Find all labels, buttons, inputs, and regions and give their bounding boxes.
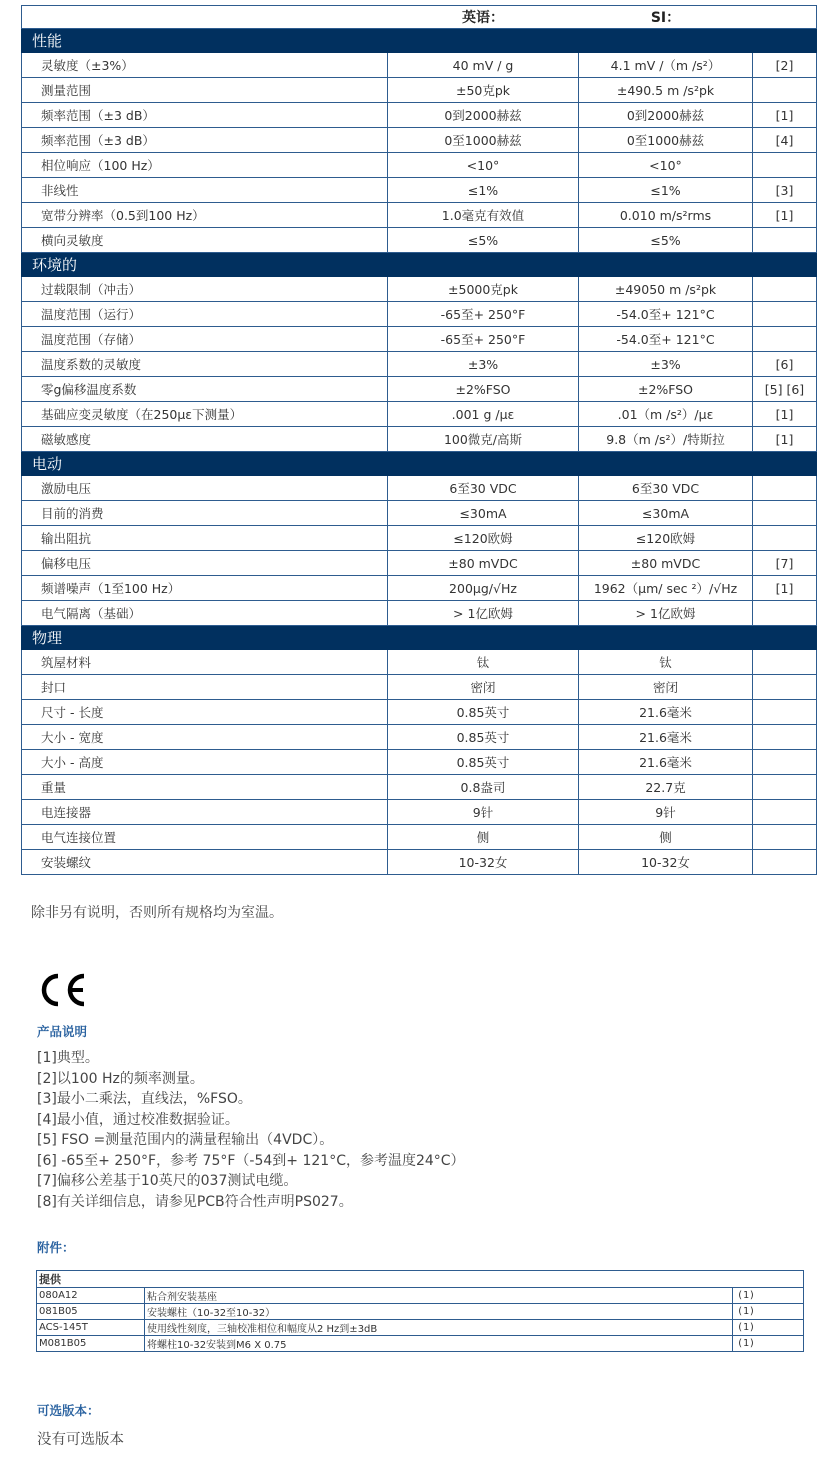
spec-row — [22, 277, 817, 302]
spec-label: 频率范围（±3 dB） — [22, 103, 388, 128]
spec-si-value: > 1亿欧姆 — [579, 601, 753, 626]
spec-english-value: 200μg/√Hz — [388, 576, 579, 601]
spec-label: 温度系数的灵敏度 — [22, 352, 388, 377]
product-notes-list — [37, 1048, 465, 1212]
spec-english-value: ±2%FSO — [388, 377, 579, 402]
spec-label: 频率范围（±3 dB） — [22, 128, 388, 153]
spec-label: 基础应变灵敏度（在250με下测量） — [22, 402, 388, 427]
optional-versions-text: 没有可选版本 — [37, 1432, 124, 1448]
header-blank — [22, 6, 388, 29]
spec-si-value: ≤30mA — [579, 501, 753, 526]
spec-footnote-ref — [753, 800, 817, 825]
room-temperature-note: 除非另有说明，否则所有规格均为室温。 — [31, 905, 283, 921]
product-note-item: [7]偏移公差基于10英尺的037测试电缆。 — [37, 1173, 298, 1189]
spec-footnote-ref — [753, 750, 817, 775]
spec-si-value: 21.6毫米 — [579, 725, 753, 750]
section-title: 物理 — [22, 626, 817, 650]
spec-si-value: ±490.5 m /s²pk — [579, 78, 753, 103]
product-note-item: [6] -65至+ 250°F，参考 75°F（-54到+ 121°C，参考温度24°C） — [37, 1152, 465, 1169]
spec-row — [22, 850, 817, 875]
spec-si-value: 密闭 — [579, 675, 753, 700]
spec-label: 温度范围（运行） — [22, 302, 388, 327]
spec-footnote-ref — [753, 476, 817, 501]
section-header — [22, 452, 817, 476]
spec-row — [22, 402, 817, 427]
spec-footnote-ref: [1] — [753, 103, 817, 128]
spec-english-value: ±5000克pk — [388, 277, 579, 302]
spec-footnote-ref: [1] — [753, 402, 817, 427]
spec-footnote-ref — [753, 675, 817, 700]
spec-row — [22, 427, 817, 452]
spec-row — [22, 700, 817, 725]
spec-footnote-ref — [753, 526, 817, 551]
spec-english-value: ±50克pk — [388, 78, 579, 103]
spec-row — [22, 551, 817, 576]
accessories-title: 附件： — [37, 1240, 75, 1255]
spec-label: 电连接器 — [22, 800, 388, 825]
spec-label: 零g偏移温度系数 — [22, 377, 388, 402]
spec-row — [22, 476, 817, 501]
spec-label: 磁敏感度 — [22, 427, 388, 452]
spec-si-value: <10° — [579, 153, 753, 178]
product-note-item: [2]以100 Hz的频率测量。 — [37, 1070, 204, 1087]
accessory-quantity: (1) — [733, 1320, 804, 1336]
spec-row — [22, 825, 817, 850]
spec-si-value: 6至30 VDC — [579, 476, 753, 501]
spec-english-value: <10° — [388, 153, 579, 178]
section-header — [22, 253, 817, 277]
spec-label: 过载限制（冲击） — [22, 277, 388, 302]
product-notes-title: 产品说明 — [37, 1024, 88, 1039]
spec-footnote-ref: [1] — [753, 576, 817, 601]
spec-si-value: 9.8（m /s²）/特斯拉 — [579, 427, 753, 452]
accessory-quantity: (1) — [733, 1336, 804, 1352]
spec-footnote-ref: [6] — [753, 352, 817, 377]
spec-label: 偏移电压 — [22, 551, 388, 576]
spec-footnote-ref — [753, 327, 817, 352]
spec-row — [22, 178, 817, 203]
spec-label: 封口 — [22, 675, 388, 700]
accessory-quantity: (1) — [733, 1288, 804, 1304]
spec-english-value: 0.8盎司 — [388, 775, 579, 800]
spec-row — [22, 153, 817, 178]
spec-english-value: 钛 — [388, 650, 579, 675]
accessories-table-title: 提供 — [37, 1271, 804, 1288]
spec-si-value: -54.0至+ 121°C — [579, 327, 753, 352]
spec-label: 频谱噪声（1至100 Hz） — [22, 576, 388, 601]
accessory-row — [37, 1336, 804, 1352]
spec-row — [22, 526, 817, 551]
spec-footnote-ref — [753, 228, 817, 253]
spec-english-value: -65至+ 250°F — [388, 327, 579, 352]
spec-row — [22, 650, 817, 675]
spec-english-value: 6至30 VDC — [388, 476, 579, 501]
spec-label: 测量范围 — [22, 78, 388, 103]
spec-english-value: 0到2000赫兹 — [388, 103, 579, 128]
spec-label: 重量 — [22, 775, 388, 800]
spec-row — [22, 128, 817, 153]
spec-english-value: ≤120欧姆 — [388, 526, 579, 551]
spec-label: 非线性 — [22, 178, 388, 203]
spec-footnote-ref — [753, 825, 817, 850]
spec-si-value: 钛 — [579, 650, 753, 675]
header-si: SI： — [579, 6, 753, 29]
spec-row — [22, 203, 817, 228]
spec-label: 电气隔离（基础） — [22, 601, 388, 626]
spec-row — [22, 78, 817, 103]
spec-footnote-ref — [753, 700, 817, 725]
spec-label: 激励电压 — [22, 476, 388, 501]
accessories-table-title-row — [37, 1271, 804, 1288]
spec-label: 温度范围（存储） — [22, 327, 388, 352]
section-title: 电动 — [22, 452, 817, 476]
spec-footnote-ref: [3] — [753, 178, 817, 203]
spec-row — [22, 53, 817, 78]
spec-si-value: ±2%FSO — [579, 377, 753, 402]
spec-english-value: 10-32女 — [388, 850, 579, 875]
spec-row — [22, 352, 817, 377]
spec-si-value: 1962（μm/ sec ²）/√Hz — [579, 576, 753, 601]
spec-footnote-ref: [4] — [753, 128, 817, 153]
spec-footnote-ref — [753, 775, 817, 800]
spec-english-value: 0.85英寸 — [388, 750, 579, 775]
accessory-model: 080A12 — [37, 1288, 145, 1304]
spec-row — [22, 576, 817, 601]
spec-english-value: 100微克/高斯 — [388, 427, 579, 452]
section-header — [22, 626, 817, 650]
spec-si-value: 0.010 m/s²rms — [579, 203, 753, 228]
product-note-item: [3]最小二乘法，直线法，%FSO。 — [37, 1091, 252, 1107]
optional-versions-title: 可选版本： — [37, 1403, 100, 1418]
spec-english-value: 密闭 — [388, 675, 579, 700]
spec-english-value: -65至+ 250°F — [388, 302, 579, 327]
spec-si-value: ±49050 m /s²pk — [579, 277, 753, 302]
spec-si-value: 0到2000赫兹 — [579, 103, 753, 128]
spec-footnote-ref — [753, 302, 817, 327]
spec-table — [21, 5, 817, 875]
spec-english-value: .001 g /με — [388, 402, 579, 427]
spec-label: 筑屋材料 — [22, 650, 388, 675]
spec-row — [22, 327, 817, 352]
product-note-item: [4]最小值，通过校准数据验证。 — [37, 1111, 239, 1128]
spec-footnote-ref — [753, 850, 817, 875]
spec-label: 横向灵敏度 — [22, 228, 388, 253]
spec-row — [22, 750, 817, 775]
spec-row — [22, 775, 817, 800]
accessory-description: 使用线性刻度，三轴校准相位和幅度从2 Hz到±3dB — [145, 1320, 733, 1336]
spec-footnote-ref: [1] — [753, 427, 817, 452]
spec-label: 相位响应（100 Hz） — [22, 153, 388, 178]
spec-english-value: 40 mV / g — [388, 53, 579, 78]
accessory-description: 安装螺柱（10-32至10-32） — [145, 1304, 733, 1320]
spec-si-value: ±80 mVDC — [579, 551, 753, 576]
spec-english-value: 9针 — [388, 800, 579, 825]
spec-english-value: ≤30mA — [388, 501, 579, 526]
spec-english-value: ≤5% — [388, 228, 579, 253]
section-title: 性能 — [22, 29, 817, 53]
spec-row — [22, 601, 817, 626]
header-english: 英语： — [388, 6, 579, 29]
accessory-model: 081B05 — [37, 1304, 145, 1320]
spec-label: 目前的消费 — [22, 501, 388, 526]
product-note-item: [8]有关详细信息，请参见PCB符合性声明PS027。 — [37, 1193, 353, 1210]
spec-si-value: .01（m /s²）/με — [579, 402, 753, 427]
spec-english-value: 1.0毫克有效值 — [388, 203, 579, 228]
spec-english-value: ±3% — [388, 352, 579, 377]
spec-si-value: -54.0至+ 121°C — [579, 302, 753, 327]
spec-si-value: 21.6毫米 — [579, 700, 753, 725]
spec-english-value: 0.85英寸 — [388, 700, 579, 725]
accessory-model: M081B05 — [37, 1336, 145, 1352]
spec-label: 大小 - 宽度 — [22, 725, 388, 750]
accessory-model: ACS-145T — [37, 1320, 145, 1336]
spec-footnote-ref: [2] — [753, 53, 817, 78]
accessory-row — [37, 1320, 804, 1336]
accessory-row — [37, 1304, 804, 1320]
spec-row — [22, 302, 817, 327]
spec-si-value: 0至1000赫兹 — [579, 128, 753, 153]
spec-label: 灵敏度（±3%） — [22, 53, 388, 78]
spec-footnote-ref — [753, 601, 817, 626]
product-note-item: [1]典型。 — [37, 1050, 99, 1066]
accessories-table — [36, 1270, 804, 1352]
spec-row — [22, 103, 817, 128]
spec-header-row — [22, 6, 817, 29]
ce-mark-icon — [38, 970, 90, 1010]
spec-footnote-ref — [753, 78, 817, 103]
spec-label: 大小 - 高度 — [22, 750, 388, 775]
spec-label: 安装螺纹 — [22, 850, 388, 875]
section-title: 环境的 — [22, 253, 817, 277]
accessory-quantity: (1) — [733, 1304, 804, 1320]
spec-row — [22, 800, 817, 825]
header-note — [753, 6, 817, 29]
spec-english-value: > 1亿欧姆 — [388, 601, 579, 626]
spec-english-value: 0.85英寸 — [388, 725, 579, 750]
accessory-description: 将螺柱10-32安装到M6 X 0.75 — [145, 1336, 733, 1352]
spec-footnote-ref — [753, 501, 817, 526]
spec-row — [22, 675, 817, 700]
accessory-row — [37, 1288, 804, 1304]
spec-footnote-ref — [753, 725, 817, 750]
spec-si-value: 10-32女 — [579, 850, 753, 875]
spec-footnote-ref: [1] — [753, 203, 817, 228]
spec-footnote-ref: [7] — [753, 551, 817, 576]
spec-si-value: 9针 — [579, 800, 753, 825]
spec-english-value: ±80 mVDC — [388, 551, 579, 576]
spec-label: 电气连接位置 — [22, 825, 388, 850]
spec-label: 尺寸 - 长度 — [22, 700, 388, 725]
spec-english-value: 0至1000赫兹 — [388, 128, 579, 153]
spec-row — [22, 228, 817, 253]
spec-footnote-ref — [753, 650, 817, 675]
spec-si-value: ≤1% — [579, 178, 753, 203]
spec-label: 宽带分辨率（0.5到100 Hz） — [22, 203, 388, 228]
spec-footnote-ref — [753, 153, 817, 178]
accessory-description: 粘合剂安装基座 — [145, 1288, 733, 1304]
product-note-item: [5] FSO =测量范围内的满量程输出（4VDC）。 — [37, 1132, 334, 1148]
spec-row — [22, 377, 817, 402]
spec-si-value: 4.1 mV /（m /s²） — [579, 53, 753, 78]
spec-footnote-ref — [753, 277, 817, 302]
spec-row — [22, 501, 817, 526]
spec-si-value: ±3% — [579, 352, 753, 377]
spec-english-value: 侧 — [388, 825, 579, 850]
spec-english-value: ≤1% — [388, 178, 579, 203]
spec-label: 输出阻抗 — [22, 526, 388, 551]
spec-si-value: ≤5% — [579, 228, 753, 253]
spec-si-value: 21.6毫米 — [579, 750, 753, 775]
spec-footnote-ref: [5] [6] — [753, 377, 817, 402]
spec-row — [22, 725, 817, 750]
spec-si-value: 22.7克 — [579, 775, 753, 800]
spec-si-value: ≤120欧姆 — [579, 526, 753, 551]
section-header — [22, 29, 817, 53]
spec-si-value: 侧 — [579, 825, 753, 850]
